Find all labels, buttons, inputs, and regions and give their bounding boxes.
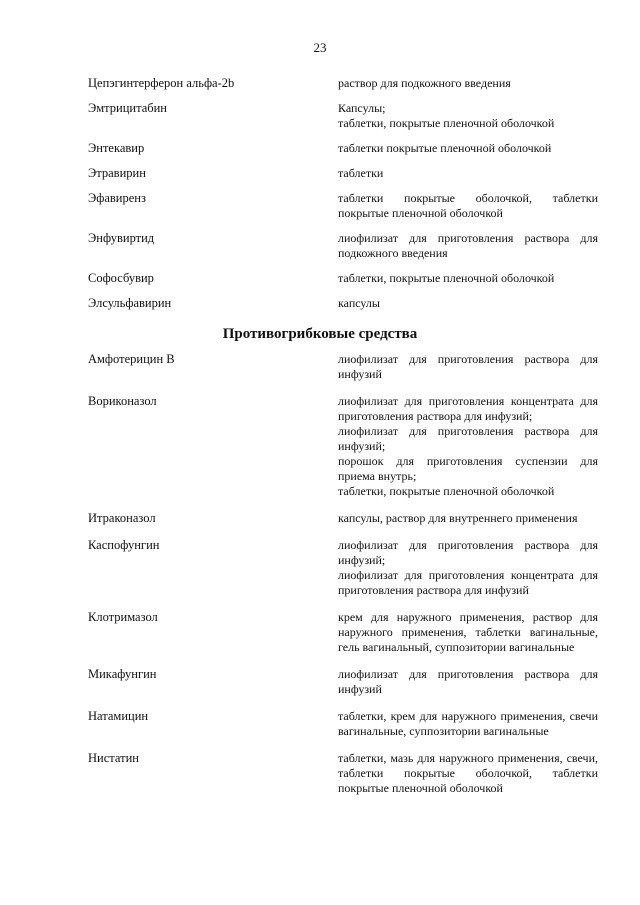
drug-name: Нистатин: [88, 751, 139, 765]
section-heading-antifungal: Противогрибковые средства: [222, 326, 418, 342]
dosage-form: таблетки, покрытые пленочной оболочкой: [338, 271, 555, 285]
dosage-form: лиофилизат для приготовления раствора для инфузий: [338, 667, 598, 696]
drug-row: [88, 709, 603, 739]
dosage-form: таблетки, покрытые пленочной оболочкой: [338, 116, 555, 130]
dosage-forms: [338, 709, 598, 739]
dosage-forms: [338, 538, 598, 598]
drug-name: Итраконазол: [88, 511, 156, 525]
drug-row: [88, 166, 603, 181]
drug-row: [88, 76, 603, 91]
drug-row: [88, 511, 603, 526]
drug-row: [88, 538, 603, 598]
drug-name: Элсульфавирин: [88, 296, 172, 310]
drug-row: [88, 296, 603, 311]
drug-row: [88, 667, 603, 697]
dosage-form: таблетки покрытые оболочкой, таблетки покрытые пленочной оболочкой: [338, 191, 598, 220]
drug-row: [88, 751, 603, 796]
dosage-forms: [338, 667, 598, 697]
dosage-forms: [338, 610, 598, 655]
dosage-form: крем для наружного применения, раствор для наружного применения, таблетки вагинальные, гель вагинальный, суппозитории вагинальные: [338, 610, 598, 654]
drug-row: [88, 271, 603, 286]
dosage-form: лиофилизат для приготовления концентрата для приготовления раствора для инфузий: [338, 568, 598, 597]
dosage-forms: [338, 751, 598, 796]
dosage-form: таблетки: [338, 166, 384, 180]
dosage-form: лиофилизат для приготовления раствора для инфузий;: [338, 538, 598, 567]
dosage-form: порошок для приготовления суспензии для приема внутрь;: [338, 454, 598, 483]
drug-row: [88, 191, 603, 221]
drug-list-antiviral: [88, 76, 603, 321]
dosage-forms: [338, 101, 598, 131]
drug-row: [88, 394, 603, 499]
drug-name: Каспофунгин: [88, 538, 160, 552]
drug-name: Софосбувир: [88, 271, 154, 285]
drug-name: Эмтрицитабин: [88, 101, 167, 115]
dosage-forms: [338, 191, 598, 221]
drug-name: Цепэгинтерферон альфа-2b: [88, 76, 235, 90]
drug-name: Этравирин: [88, 166, 146, 180]
page-number: 23: [313, 40, 327, 55]
drug-name: Амфотерицин В: [88, 352, 175, 366]
dosage-form: раствор для подкожного введения: [338, 76, 511, 90]
drug-list-antifungal: [88, 352, 603, 808]
drug-row: [88, 610, 603, 655]
dosage-form: таблетки, покрытые пленочной оболочкой: [338, 484, 555, 498]
dosage-forms: [338, 296, 598, 311]
drug-name: Вориконазол: [88, 394, 157, 408]
drug-row: [88, 231, 603, 261]
dosage-form: таблетки, крем для наружного применения, свечи вагинальные, суппозитории вагинальные: [338, 709, 598, 738]
dosage-forms: [338, 231, 598, 261]
drug-row: [88, 101, 603, 131]
dosage-form: лиофилизат для приготовления раствора для инфузий: [338, 352, 598, 381]
dosage-forms: [338, 271, 598, 286]
drug-row: [88, 141, 603, 156]
dosage-forms: [338, 141, 598, 156]
dosage-forms: [338, 394, 598, 499]
drug-name: Клотримазол: [88, 610, 158, 624]
dosage-form: таблетки, мазь для наружного применения, свечи, таблетки покрытые оболочкой, таблетки покрытые пленочной оболочкой: [338, 751, 598, 795]
dosage-form: капсулы: [338, 296, 380, 310]
dosage-form: лиофилизат для приготовления раствора для инфузий;: [338, 424, 598, 453]
drug-name: Энтекавир: [88, 141, 145, 155]
dosage-forms: [338, 166, 598, 181]
drug-row: [88, 352, 603, 382]
dosage-forms: [338, 511, 598, 526]
drug-name: Микафунгин: [88, 667, 157, 681]
dosage-forms: [338, 352, 598, 382]
drug-name: Натамицин: [88, 709, 149, 723]
dosage-form: таблетки покрытые пленочной оболочкой: [338, 141, 552, 155]
dosage-form: капсулы, раствор для внутреннего применения: [338, 511, 578, 525]
drug-name: Энфувиртид: [88, 231, 155, 245]
drug-name: Эфавиренз: [88, 191, 146, 205]
dosage-forms: [338, 76, 598, 91]
dosage-form: лиофилизат для приготовления концентрата для приготовления раствора для инфузий;: [338, 394, 598, 423]
dosage-form: лиофилизат для приготовления раствора для подкожного введения: [338, 231, 598, 260]
dosage-form: Капсулы;: [338, 101, 386, 115]
